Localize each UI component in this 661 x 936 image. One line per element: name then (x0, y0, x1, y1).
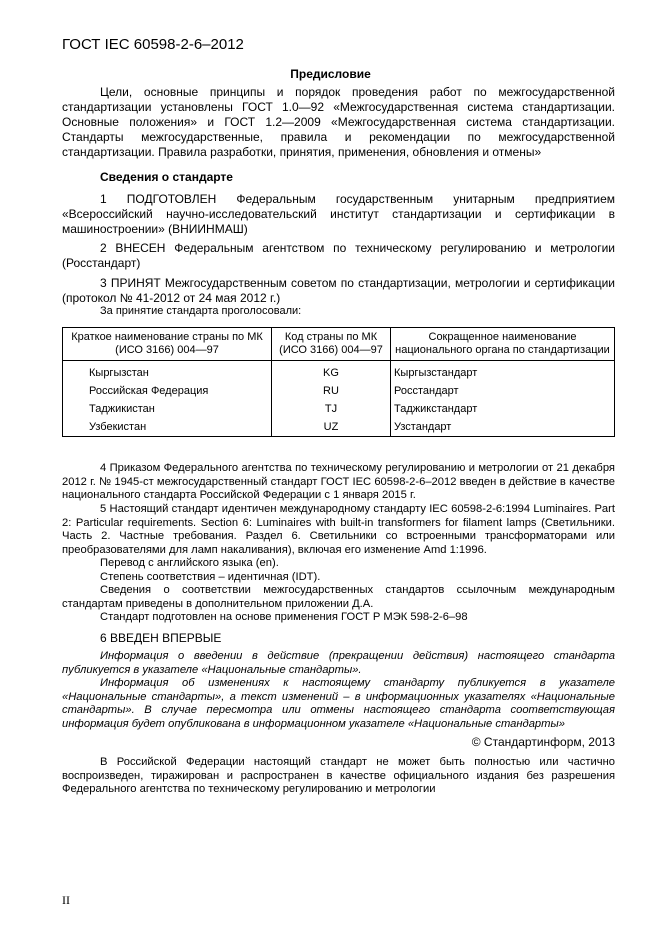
basis-note: Стандарт подготовлен на основе применения ГОСТ Р МЭК 598-2-6–98 (100, 611, 468, 623)
table-row (63, 382, 615, 400)
voted-caption: За принятие стандарта проголосовали: (100, 305, 302, 317)
references-note: Сведения о соответствии межгосударственных стандартов ссылочным международным стандартам приведены в дополнительном приложении Д.А. (62, 584, 615, 610)
table-row (63, 400, 615, 418)
country-name: Узбекистан (63, 418, 272, 437)
table-header-code: Код страны по МК (ИСО 3166) 004—97 (272, 328, 391, 361)
translation-note: Перевод с английского языка (en). (100, 557, 279, 569)
country-name: Российская Федерация (63, 382, 272, 400)
info-changes: Информация об изменениях к настоящему стандарту публикуется в указателе «Национальные стандарты», а текст изменений – в информационных указателях «Национальные стандарты». В случае пересмотра или отмены настоящего стандарта соответствующая информация будет опубликована в информационном указателе «Национальные стандарты» (62, 677, 615, 730)
about-item-3: 3 ПРИНЯТ Межгосударственным советом по стандартизации, метрологии и сертификации (протокол № 41-2012 от 24 мая 2012 г.) (62, 276, 615, 305)
about-title: Сведения о стандарте (100, 170, 233, 184)
page-number: II (62, 893, 70, 907)
info-introduction: Информация о введении в действие (прекращении действия) настоящего стандарта публикуется в указателе «Национальные стандарты». (62, 650, 615, 676)
about-item-2: 2 ВНЕСЕН Федеральным агентством по техническому регулированию и метрологии (Росстандарт) (62, 241, 615, 270)
standards-body: Кыргызстандарт (391, 361, 615, 383)
table-header-row (63, 328, 615, 361)
standards-body: Таджикстандарт (391, 400, 615, 418)
table-header-country: Краткое наименование страны по МК (ИСО 3166) 004—97 (63, 328, 272, 361)
standards-body: Узстандарт (391, 418, 615, 437)
country-code: RU (272, 382, 391, 400)
preface-title: Предисловие (290, 67, 371, 81)
table-row (63, 418, 615, 437)
order-item-4: 4 Приказом Федерального агентства по техническому регулированию и метрологии от 21 декабря 2012 г. № 1945-ст межгосударственный стандарт ГОСТ IEC 60598-2-6–2012 введен в действие в качестве национального стандарта Российской Федерации с 1 января 2015 г. (62, 462, 615, 502)
copyright: © Стандартинформ, 2013 (471, 735, 615, 749)
document-header: ГОСТ IEC 60598-2-6–2012 (62, 36, 244, 53)
country-code: TJ (272, 400, 391, 418)
country-name: Кыргызстан (63, 361, 272, 383)
table-header-body: Сокращенное наименование национального органа по стандартизации (391, 328, 615, 361)
country-code: KG (272, 361, 391, 383)
countries-table (62, 327, 615, 437)
rights-notice: В Российской Федерации настоящий стандарт не может быть полностью или частично воспроизведен, тиражирован и распространен в качестве официального издания без разрешения Федерального агентства по техническому регулированию и метрологии (62, 756, 615, 796)
table-row (63, 361, 615, 383)
first-introduced: 6 ВВЕДЕН ВПЕРВЫЕ (100, 631, 222, 645)
order-item-5: 5 Настоящий стандарт идентичен международному стандарту IEC 60598-2-6:1994 Luminaires. Part 2: Particular requirements. Section 6: Luminaires with built-in transformers for filament lamps (Светильники. Часть 2. Частные требования. Раздел 6. Светильники со встроенными трансформаторами или преобразователями для ламп накаливания), включая его изменение Amd 1:1996. (62, 503, 615, 556)
about-item-1: 1 ПОДГОТОВЛЕН Федеральным государственным унитарным предприятием «Всероссийский научно-исследовательский институт стандартизации и сертификации в машиностроении» (ВНИИНМАШ) (62, 192, 615, 236)
country-name: Таджикистан (63, 400, 272, 418)
standards-body: Росстандарт (391, 382, 615, 400)
country-code: UZ (272, 418, 391, 437)
conformity-note: Степень соответствия – идентичная (IDT). (100, 571, 321, 583)
preface-text: Цели, основные принципы и порядок проведения работ по межгосударственной стандартизации установлены ГОСТ 1.0—92 «Межгосударственная система стандартизации. Основные положения» и ГОСТ 1.2—2009 «Межгосударственная система стандартизации. Стандарты межгосударственные, правила и рекомендации по межгосударственной стандартизации. Правила разработки, принятия, применения, обновления и отмены» (62, 85, 615, 159)
